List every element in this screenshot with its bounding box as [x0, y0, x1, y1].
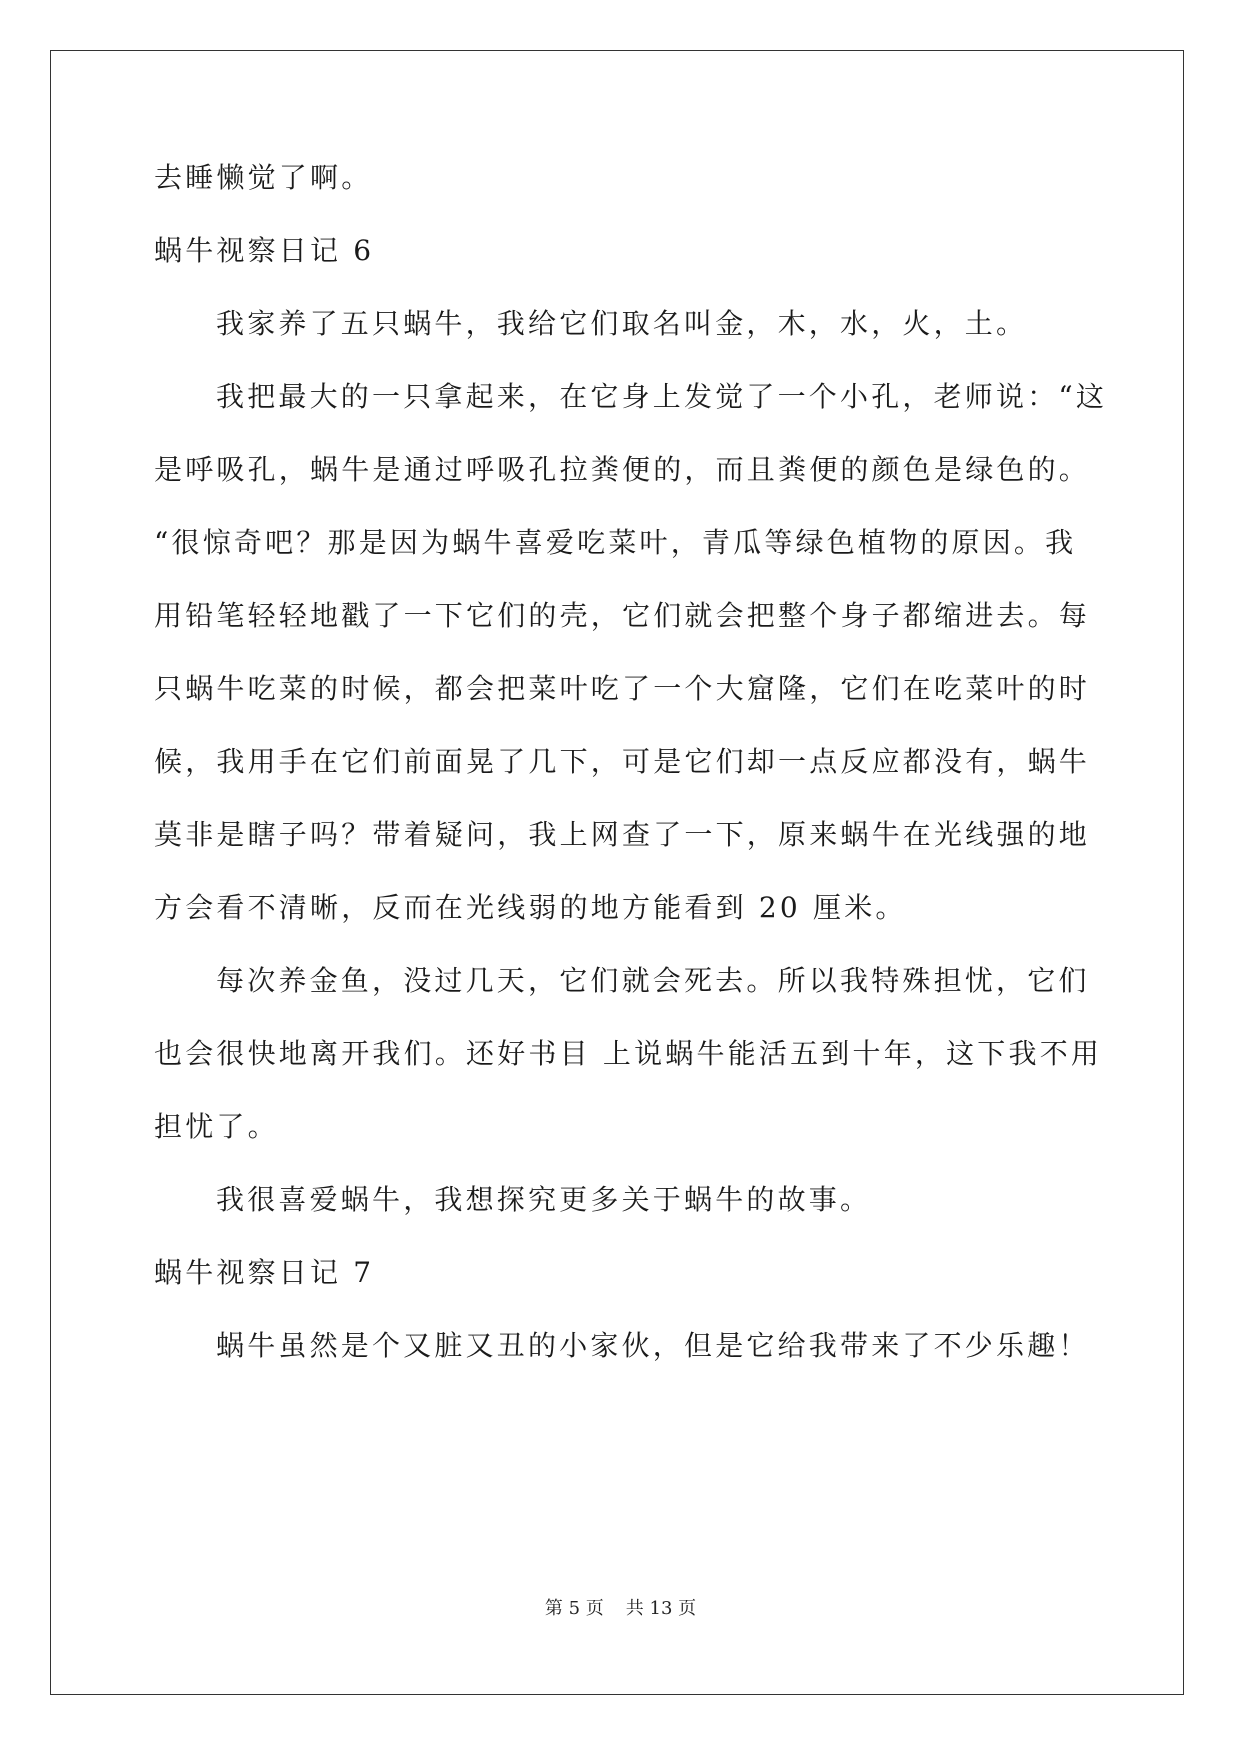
- text-line: 去睡懒觉了啊。: [154, 161, 373, 194]
- paragraph-line: 方会看不清晰，反而在光线弱的地方能看到 20 厘米。: [154, 891, 907, 924]
- paragraph-line: 我家养了五只蜗牛，我给它们取名叫金，木，水，火，土。: [216, 307, 1028, 340]
- paragraph-line: 担忧了。: [154, 1110, 279, 1143]
- page-total: 共 13 页: [625, 1598, 697, 1619]
- page-border: [50, 50, 1184, 1695]
- paragraph-line: 只蜗牛吃菜的时候，都会把菜叶吃了一个大窟隆，它们在吃菜叶的时: [154, 672, 1091, 705]
- paragraph-line: 也会很快地离开我们。还好书目 上说蜗牛能活五到十年，这下我不用: [154, 1037, 1103, 1070]
- paragraph-line: 候，我用手在它们前面晃了几下，可是它们却一点反应都没有，蜗牛: [154, 745, 1091, 778]
- page-number: 第 5 页: [544, 1598, 604, 1619]
- page-footer: [0, 1597, 1241, 1621]
- paragraph-line: “很惊奇吧？那是因为蜗牛喜爱吃菜叶，青瓜等绿色植物的原因。我: [154, 526, 1077, 559]
- paragraph-line: 用铅笔轻轻地戳了一下它们的壳，它们就会把整个身子都缩进去。每: [154, 599, 1091, 632]
- paragraph-line: 我把最大的一只拿起来，在它身上发觉了一个小孔，老师说：“这: [216, 380, 1108, 413]
- paragraph-line: 是呼吸孔，蜗牛是通过呼吸孔拉粪便的，而且粪便的颜色是绿色的。: [154, 453, 1091, 486]
- paragraph-line: 每次养金鱼，没过几天，它们就会死去。所以我特殊担忧，它们: [216, 964, 1090, 997]
- paragraph-line: 我很喜爱蜗牛，我想探究更多关于蜗牛的故事。: [216, 1183, 872, 1216]
- paragraph-line: 莫非是瞎子吗？带着疑问，我上网查了一下，原来蜗牛在光线强的地: [154, 818, 1091, 851]
- section-heading: 蜗牛视察日记 6: [154, 234, 375, 267]
- paragraph-line: 蜗牛虽然是个又脏又丑的小家伙，但是它给我带来了不少乐趣！: [216, 1329, 1090, 1362]
- section-heading: 蜗牛视察日记 7: [154, 1256, 375, 1289]
